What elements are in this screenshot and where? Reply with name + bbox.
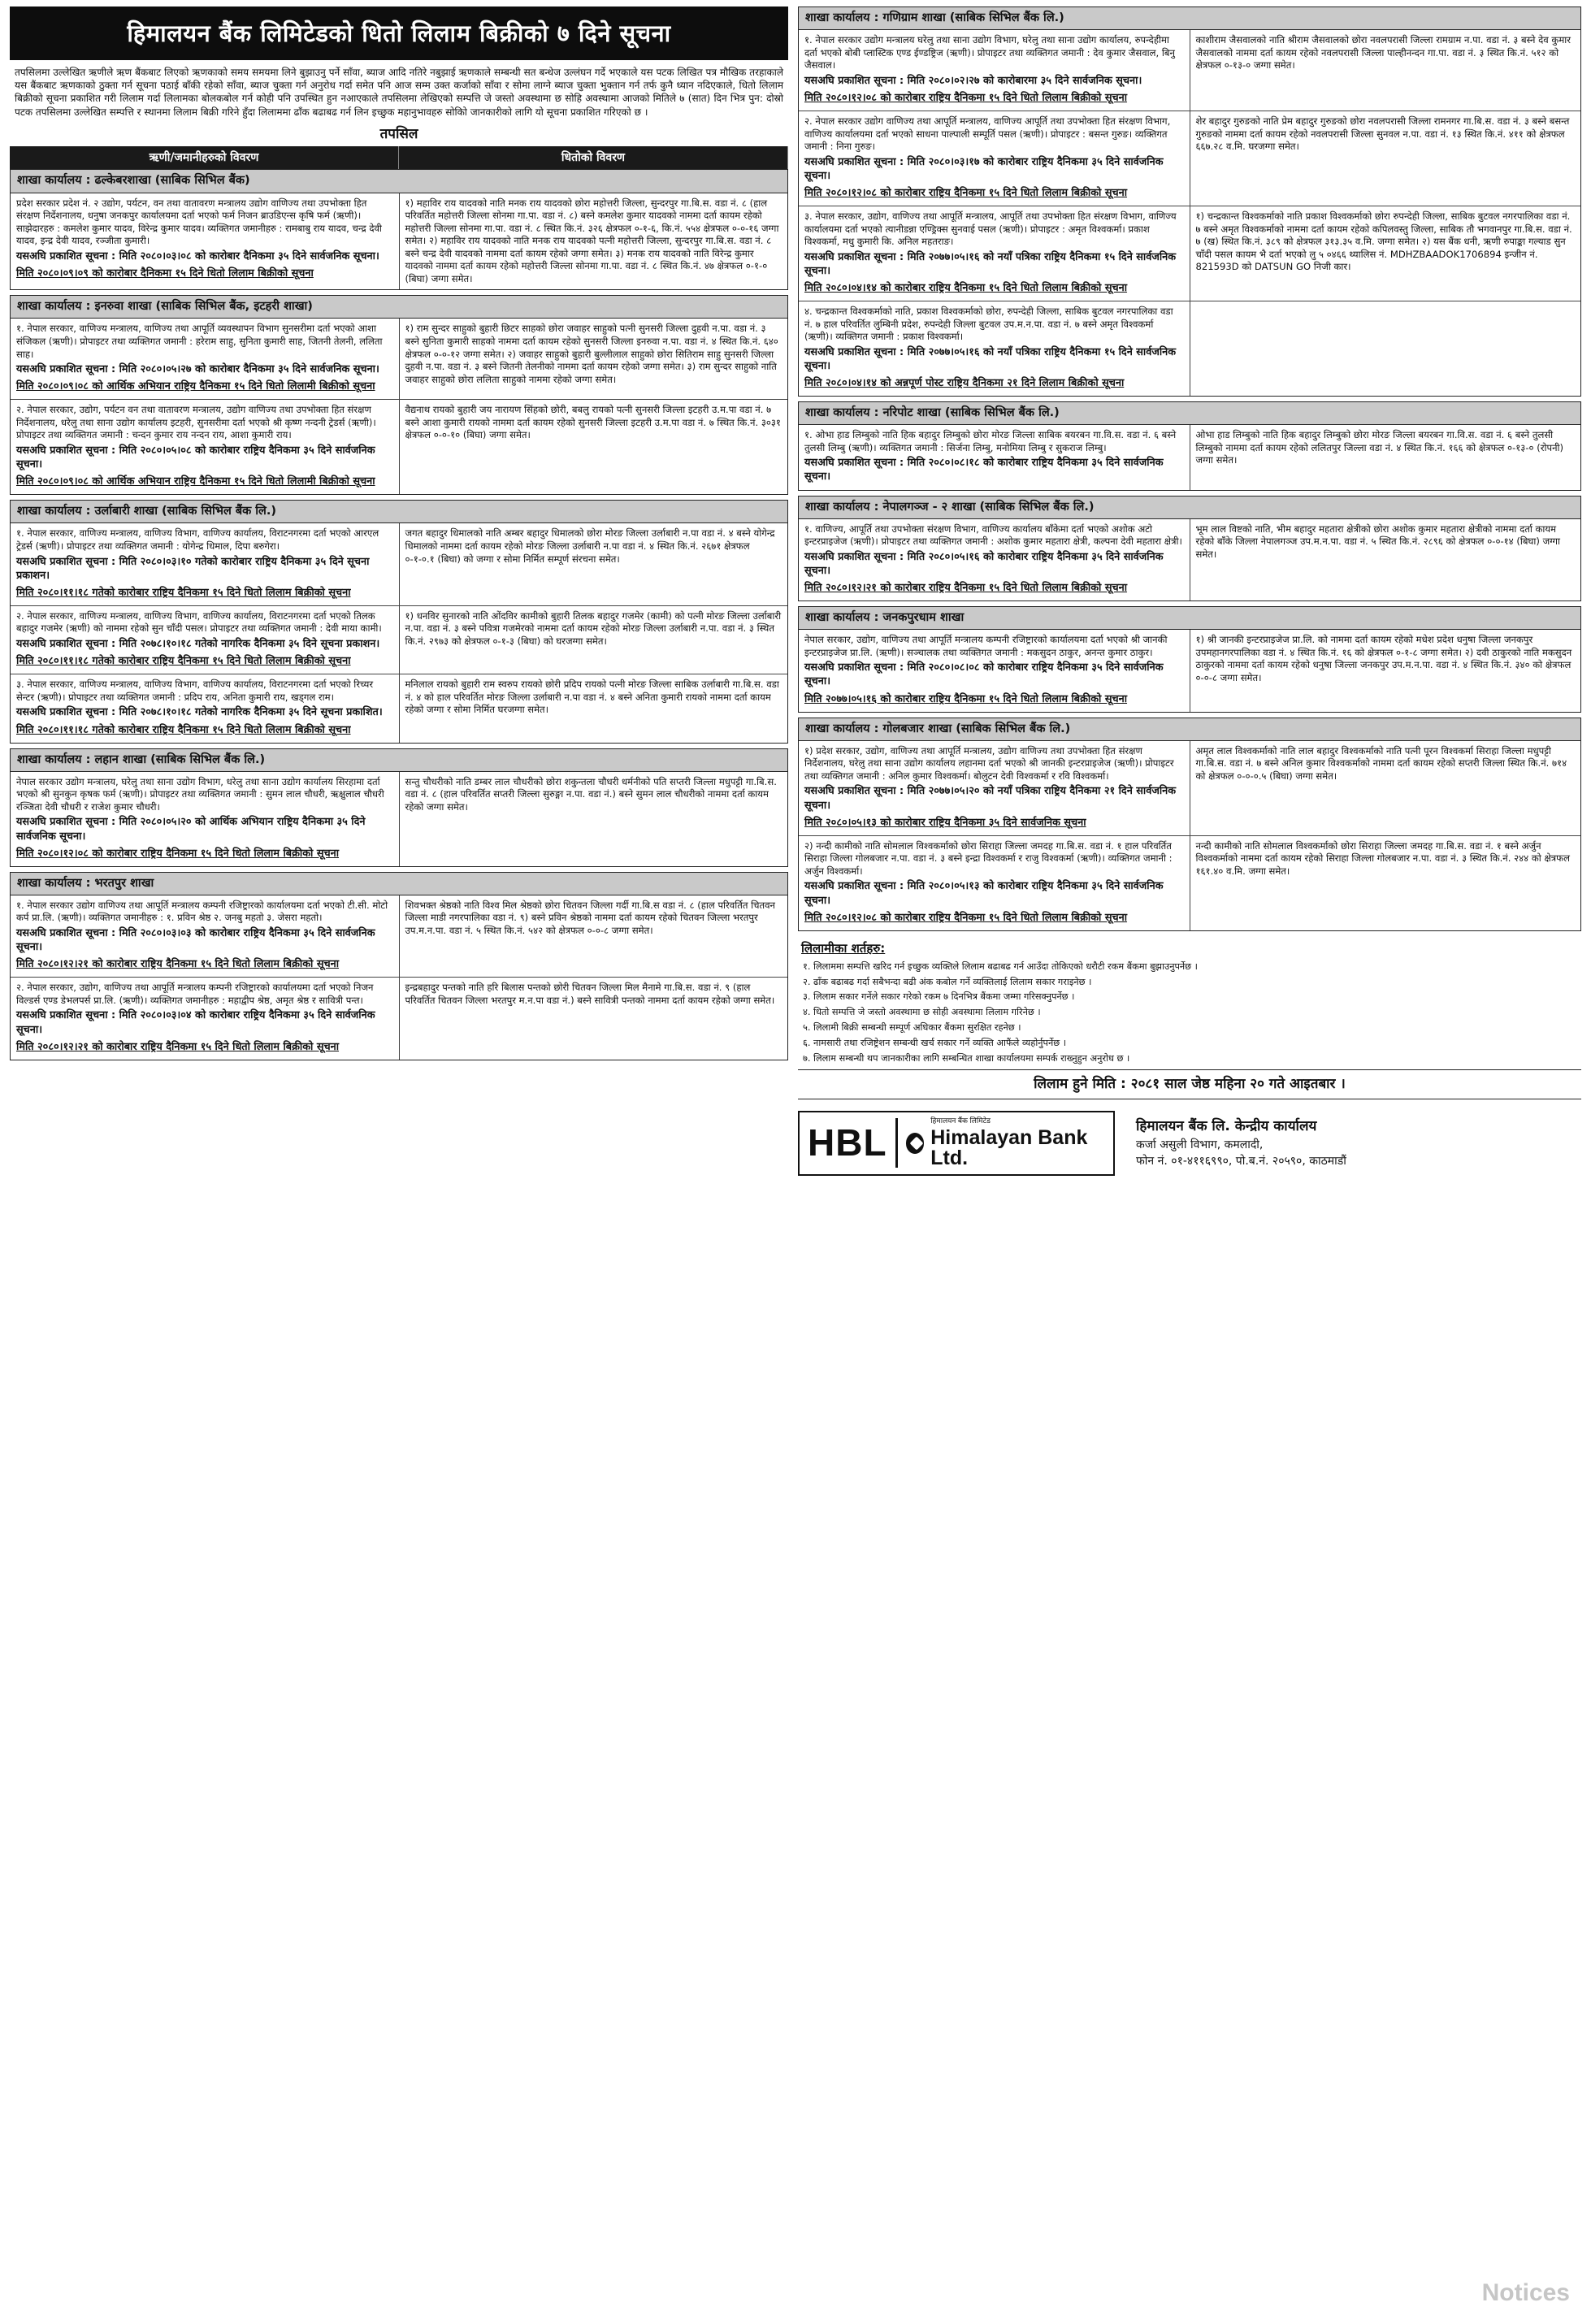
borrower-details: नेपाल सरकार उद्योग मन्त्रालय, घरेलु तथा साना उद्योग विभाग, धरेलु तथा साना उद्योग कार्यालय सिरहामा दर्ता भएको श्री सुनकुन कृषक फर्म (ऋणी)। प्रोपाइटर तथा व्यक्तिगत जमानी : सुमन लाल चौधरी, ऋक्षुलाल चौधरी रञ्जिता देवी चौधरी र राजेश कुमार चौधरी। [16,775,384,813]
borrower-cell [11,523,400,605]
conditions-title: लिलामीका शर्तहरु: [801,940,886,956]
table-row [799,741,1580,835]
previous-notice: यसअघि प्रकाशित सूचना : मिति २०८०।०५।२७ को कारोबार दैनिकमा ३५ दिने सार्वजनिक सूचना। [16,363,379,376]
previous-notice: यसअघि प्रकाशित सूचना : मिति २०७८।१०।१८ गतेको नागरिक दैनिकमा ३५ दिने सूचना प्रकाशन। [16,638,380,651]
branch-table [798,30,1581,397]
previous-notice: यसअघि प्रकाशित सूचना : मिति २०८०।०२।२७ को कारोबारमा ३५ दिने सार्वजनिक सूचना। [804,74,1142,87]
collateral-cell [1190,519,1581,601]
auction-notice: मिति २०८०।१२।०८ को कारोबार राष्ट्रिय दैनिकमा १५ दिने धितो लिलाम बिक्रीको सूचना [804,911,1128,924]
auction-notice: मिति २०८०।११।१८ गतेको कारोबार राष्ट्रिय दैनिकमा १५ दिने धितो लिलाम बिक्रीको सूचना [16,655,351,668]
previous-notice: यसअघि प्रकाशित सूचना : मिति २०७८।१०।१८ गतेको नागरिक दैनिकमा ३५ दिने सूचना प्रकाशित। [16,706,383,719]
collateral-details: शिवभक्त श्रेष्ठको नाति विश्व मिल श्रेष्ठको छोरा चितवन जिल्ला गर्दी गा.बि.स वडा नं. ८ (हाल परिवर्तित चितवन जिल्ला माडी नगरपालिका वडा नं. ९) बस्ने प्रविन श्रेष्ठको नाममा दर्ता कायम रहेको चितवन जिल्ला भरतपुर उप.म.न.पा. वडा नं. ५ स्थित कि.नं. ५४२ को क्षेत्रफल ०-०-८ जग्गा समेत। [405,899,775,936]
tapasil-heading: तपसिल [379,125,418,142]
auction-notice: मिति २०८०।११।१८ गतेको कारोबार राष्ट्रिय दैनिकमा १५ दिने धितो लिलाम बिक्रीको सूचना [16,723,351,736]
borrower-cell [11,772,400,866]
branch-title: शाखा कार्यालय : उर्लाबारी शाखा (साबिक सिभिल बैंक लि.) [10,500,788,523]
auction-notice: मिति २०८०।१२।०८ को कारोबार राष्ट्रिय दैनिकमा १५ दिने धितो लिलाम बिक्रीको सूचना [804,91,1128,104]
branch-table [10,895,788,1060]
condition-item: ४. धितो सम्पत्ति जे जस्तो अवस्थामा छ सोही अवस्थामा लिलाम गरिनेछ । [803,1007,1041,1018]
borrower-details: ३. नेपाल सरकार, उद्योग, वाणिज्य तथा आपूर्ति मन्त्रालय, आपूर्ति तथा उपभोक्ता हित संरक्षण विभाग, वाणिज्य कार्यालयमा दर्ता भएको त्यानीडन्ना एण्ड्रिक्स सुनवाई पसल (ऋणी)। प्रोपाइटर : अमृत विश्वकर्मा। प्रकाश विश्वकर्मा, मधु कुमारी कि. अनिल महतराङ। [804,210,1177,248]
logo-mark: HBL [808,1118,898,1168]
office-line-1: कर्जा असुली विभाग, कमलादी, [1136,1138,1264,1151]
bank-logo [798,1111,1115,1176]
collateral-details: १) महाविर राय यादवको नाति मनक राय यादवको छोरा महोत्तरी जिल्ला, सुन्दरपुर गा.बि.स. वडा नं. ८ (हाल परिवर्तित महोत्तरी जिल्ला सोनमा गा.पा. वडा नं. ८) बस्ने कमलेश कुमार यादवको नाममा दर्ता कायम रहेको महोत्तरी जिल्ला सोनमा गा.पा. वडा नं. ८ स्थित कि.नं. ३२६ क्षेत्रफल ०-१-६, कि.नं. ५५४ क्षेत्रफल ०-०-१६ जग्गा समेत। २) महाविर राय यादवको नाति मनक राय यादवको पत्नी महोत्तरी जिल्ला, सुन्दरपुर गा.बि.स. वडा नं. ८ बस्ने चन्द्र देवी यादवको नाममा दर्ता कायम रहेको जग्गा समेत। ३) मनक राय यादवको नाति विरेन्द्र कुमार यादवको नाममा दर्ता कायम रहेको महोत्तरी जिल्ला सोनमा गा.पा. वडा नं. ८ स्थित कि.नं. ४७ क्षेत्रफल ०-१-० (बिघा) जग्गा समेत। [405,197,779,284]
collateral-cell [400,772,788,866]
table-row [799,111,1580,206]
borrower-details: २) नन्दी कामीको नाति सोमलाल विश्वकर्माको छोरा सिराहा जिल्ला जमदह गा.बि.स. वडा नं. १ हाल परिवर्तित सिराहा जिल्ला गोलबजार न.पा. वडा नं. ३ बस्ने इन्द्रा विश्वकर्मा र राजु विश्वकर्मा (ऋणी)। व्यक्तिगत जमानी : अर्जुन विश्वकर्मा। [804,839,1173,877]
collateral-cell [1190,301,1581,396]
borrower-details: १. नेपाल सरकार, वाणिज्य मन्त्रालय, वाणिज्य विभाग, वाणिज्य कार्यालय, विराटनगरमा दर्ता भएको आरएल ट्रेडर्स (ऋणी)। प्रोपाइटर तथा व्यक्तिगत जमानी : योगेन्द्र धिमाल, दिपा बरुगेरा। [16,527,379,552]
condition-item: २. ढाँक बढाबढ गर्दा सबैभन्दा बढी अंक कबोल गर्ने व्यक्तिलाई लिलाम सकार गराइनेछ । [803,976,1092,987]
auction-notice: मिति २०८०।१२।०८ को कारोबार राष्ट्रिय दैनिकमा १५ दिने धितो लिलाम बिक्रीको सूचना [16,847,340,860]
borrower-details: १. ओभा हाड लिम्बुको नाति हिक बहादुर लिम्बुको छोरा मोरङ जिल्ला साबिक बयरबन गा.वि.स. वडा नं. ६ बस्ने तुलसी लिम्बु (ऋणी)। व्यक्तिगत जमानी : सिर्जना लिम्बु, मनोमिया लिम्बु र सुकराज लिम्बु। [804,429,1177,453]
table-row [799,425,1580,489]
branch-table [10,193,788,291]
branch-title: शाखा कार्यालय : जनकपुरधाम शाखा [798,606,1581,630]
branch-title: शाखा कार्यालय : इनरुवा शाखा (साबिक सिभिल बैंक, इटहरी शाखा) [10,295,788,319]
collateral-details: जगत बहादुर धिमालको नाति अम्बर बहादुर धिमालको छोरा मोरङ जिल्ला उर्लाबारी न.पा वडा नं. ४ बस्ने योगेन्द्र धिमालको नाममा दर्ता कायम रहेको मोरङ जिल्ला उर्लाबारी न.पा वडा नं. ४ स्थित कि.नं. २६७१ क्षेत्रफल ०-१-०.१ (बिघा) को जग्गा र सोमा निर्मित सम्पूर्ण संरचना समेत। [405,527,775,565]
borrower-cell [11,895,400,977]
borrower-details: १. नेपाल सरकार, वाणिज्य मन्त्रालय, वाणिज्य तथा आपूर्ति व्यवस्थापन विभाग सुनसरीमा दर्ता भएको आशा संजिकल (ऋणी)। प्रोपाइटर तथा व्यक्तिगत जमानी : हरेराम साहु, सुनिता कुमारी साह, जितनी तेलनी, ललिता साह। [16,323,383,360]
branch-title: शाखा कार्यालय : नेपालगञ्ज - २ शाखा (साबिक सिभिल बैंक लि.) [798,496,1581,519]
collateral-details: अमृत लाल विश्वकर्माको नाति लाल बहादुर विश्वकर्माको नाति पत्नी पूरन विश्वकर्मा सिराहा जिल्ला मधुपट्टी गा.बि.स. वडा नं. ७ बस्ने अनिल कुमार विश्वकर्माको नाममा दर्ता कायम रहेको सप्तरी जिल्ला स्थित कि.नं. ७१४ को क्षेत्रफल ०-०-०.५ (बिघा) जग्गा समेत। [1195,744,1567,782]
table-row [799,630,1580,711]
collateral-cell [1190,111,1581,206]
borrower-cell [799,519,1190,601]
auction-notice: मिति २०८०।११।१८ गतेको कारोबार राष्ट्रिय दैनिकमा १५ दिने धितो लिलाम बिक्रीको सूचना [16,586,351,599]
left-branch-list [10,169,788,1064]
borrower-cell [11,606,400,674]
left-column [10,7,788,2317]
branch-title: शाखा कार्यालय : ढल्केबरशाखा (साबिक सिभिल बैंक) [10,169,788,193]
footer [798,1108,1581,1179]
auction-notice: मिति २०८०।०५।१३ को कारोबार राष्ट्रिय दैनिकमा ३५ दिने सार्वजनिक सूचना [804,816,1086,829]
previous-notice: यसअघि प्रकाशित सूचना : मिति २०८०।०८।०८ को कारोबार राष्ट्रिय दैनिकमा ३५ दिने सार्वजनिक सूचना। [804,661,1164,688]
table-row [799,835,1580,930]
notice-intro: तपसिलमा उल्लेखित ऋणीले ऋण बैंकबाट लिएको ऋणकाको समय समयमा लिने बुझाउनु पर्ने साँवा, ब्याज आदि नतिरे नबुझाई ऋणकाले सम्बन्धी सत बन्धेज उल्लंघन गर्दे भएकाले यस पटक लिखित पत्र मौखिक तरहाकाले यस बैंकबाट ऋणकाको ठुक्ता गर्न सूचना पठाई बाँकी रहेको साँवा, ब्याज चुक्ता गर्न अनुरोध गर्दा समेत पनि आज सम्म उक्त कर्जाको साँवा र सोमा लाग्ने ब्याज चुक्ता भुक्तान गर्न तर्फ कुनै ध्यान नदिएकाले, धितो लिलाम बिक्रीको सूचना प्रकाशित गरी लिलाम गर्दा लिलामका बोलकबोल गर्न कोही पनि उपस्थित हुन नआएकाले तपसिलमा लेखिएको सम्पत्ति जे जस्तो अवस्थामा छ सोहि अवस्थामा आजको मितिले ७ (सात) दिन भित्र पुन: दोस्रो पटक तपसिलमा उल्लेखित सम्पत्ति र स्थानमा लिलाम बिक्री गरिने हुँदा लिलाममा ढाँक बढाबढ गर्न लिन इच्छुक महानुभावहरु सोकिो जानकारीको लागि यो सूचना प्रकाशित गरिएको छ । [15,67,783,118]
collateral-cell [400,319,788,399]
collateral-details: १) श्री जानकी इन्टरप्राइजेज प्रा.लि. को नाममा दर्ता कायम रहेको मधेश प्रदेश धनुषा जिल्ला जनकपुर उपमहानगरपालिका वडा नं. ४ स्थित कि.नं. १६ को क्षेत्रफल ०-१-८ जग्गा समेत। २) दवी ठाकुरको नाति मकसुदन ठाकुरको नाममा दर्ता कायम रहेको धनुषा जिल्ला जनकपुर उप.म.न.पा. वडा नं. ४ स्थित कि.नं. ३४० को क्षेत्रफल ०-०-८ जग्गा समेत। [1195,634,1572,683]
table-row [11,772,787,866]
logo-name: Himalayan Bank Ltd. [930,1126,1088,1170]
previous-notice: यसअघि प्रकाशित सूचना : मिति २०८०।०३।०४ को कारोबार राष्ट्रिय दैनिकमा ३५ दिने सार्वजनिक सूचना। [16,1009,375,1036]
table-header [10,146,788,169]
collateral-cell [1190,836,1581,930]
branch-table [10,319,788,495]
collateral-details: ओभा हाड लिम्बुको नाति हिक बहादुर लिम्बुको छोरा मोरङ जिल्ला बयरबन गा.वि.स. वडा नं. ६ बस्ने तुलसी लिम्बुको नाममा दर्ता कायम रहेको ललितपुर जिल्ला वडा नं. ४ स्थित कि.नं. १६६ को क्षेत्रफल ०-१३-० (रोपनी) जग्गा समेत। [1195,429,1564,466]
borrower-cell [11,319,400,399]
branch-table [10,772,788,867]
condition-item: १. लिलाममा सम्पत्ति खरिद गर्न इच्छुक व्यक्तिले लिलाम बढाबढ गर्न आउँदा तोकिएको धरौटी रकम बैंकमा बुझाउनुपर्नेछ । [803,960,1198,972]
borrower-cell [799,30,1190,111]
collateral-details: वैद्यनाथ रायको बुहारी जय नारायण सिंहको छोरी, बबलु रायको पत्नी सुनसरी जिल्ला इटहरी उ.म.पा वडा नं. ७ बस्ने आशा कुमारी रायको नाममा दर्ता कायम रहेको सुनसरी जिल्ला इटहरी उ.म.पा वडा नं. ७ स्थित कि.नं. ३०३१ क्षेत्रफल ०-०-१० (बिघा) जग्गा समेत। [405,404,781,441]
borrower-cell [799,425,1190,489]
borrower-cell [799,741,1190,835]
table-row [11,319,787,399]
auction-notice: मिति २०८०।१२।२१ को कारोबार राष्ट्रिय दैनिकमा १५ दिने धितो लिलाम बिक्रीको सूचना [804,581,1128,594]
collateral-cell [1190,741,1581,835]
previous-notice: यसअघि प्रकाशित सूचना : मिति २०८०।०३।१० गतेको कारोबार राष्ट्रिय दैनिकमा ३५ दिने सूचना प्रकाशन। [16,555,370,582]
table-row [11,193,787,290]
collateral-cell [400,523,788,605]
borrower-details: २. नेपाल सरकार, उद्योग, पर्यटन वन तथा वातावरण मन्त्रालय, उद्योग वाणिज्य तथा उपभोक्ता हित संरक्षण निर्देशनालय, धरेलु तथा साना उद्योग कार्यालय इटहरी, सुनसरीमा दर्ता भएको श्री कृष्ण नन्दनी ट्रेडर्स (ऋणी)। प्रोपाइटर तथा व्यक्तिगत जमानी : चन्दन कुमार राय नन्दन राय, आशा कुमारी राय। [16,404,376,441]
borrower-details: ३. नेपाल सरकार, वाणिज्य मन्त्रालय, वाणिज्य विभाग, वाणिज्य कार्यालय, विराटनगरमा दर्ता भएको रिच्यर सेन्टर (ऋणी)। प्रोपाइटर तथा व्यक्तिगत जमानी : प्रदिप राय, अनिता कुमारी राय, खड्गल राम। [16,679,374,703]
table-row [11,399,787,494]
auction-notice: मिति २०८०।०४।१४ को अन्नपूर्ण पोस्ट राष्ट्रिय दैनिकमा २१ दिने लिलाम बिक्रीको सूचना [804,376,1125,389]
collateral-details: सन्तु चौधरीको नाति डम्बर लाल चौधरीको छोरा शकुन्तला चौधरी धर्मनीको पति सप्तरी जिल्ला मधुपट्टी गा.बि.स. वडा नं. ८ (हाल परिवर्तित सप्तरी जिल्ला सुरुङ्गा न.पा. वडा नं.) बस्ने सुमन लाल चौधरीको नाममा दर्ता कायम रहेको जग्गा समेत। [405,775,777,813]
collateral-cell [1190,30,1581,111]
notice-title: हिमालयन बैंक लिमिटेडको धितो लिलाम बिक्रीको ७ दिने सूचना [10,7,788,60]
collateral-details: १) राम सुन्दर साहुको बुहारी छिटर साहको छोरा जवाहर साहुको पत्नी सुनसरी जिल्ला दुहवी न.पा. वडा नं. ३ बस्ने सुनिता कुमारी साहको नाममा दर्ता कायम रहेको सुनसरी जिल्ला इनरुवा न.पा. वडा नं. ४ स्थित कि.नं. ६४० क्षेत्रफल ०-०-१२ जग्गा समेत। २) जवाहर साहुको बुहारी बुल्लीलाल साहुको छोरा सितिराम साहु सुनसरी जिल्ला दुहवी न.पा. वडा नं. ३ बस्ने जितनी तेलनीको नाममा दर्ता कायम रहेको जग्गा समेत। ३) राम सुन्दर साहुको नाति जवाहर साहुको छोरा ललिता साहुको नाममा रहेको जग्गा समेत। [405,323,778,385]
collateral-cell [400,606,788,674]
collateral-details: नन्दी कामीको नाति सोमलाल विश्वकर्माको छोरा सिराहा जिल्ला जमदह गा.बि.स. वडा नं. १ बस्ने अर्जुन विश्वकर्माको नाममा दर्ता कायम रहेको सिराहा जिल्ला गोलबजार न.पा. वडा नं. ३ स्थित कि.नं. २४४ को क्षेत्रफल १६१.४० व.मि. जग्गा समेत। [1195,839,1570,877]
borrower-details: २. नेपाल सरकार, उद्योग, वाणिज्य तथा आपूर्ति मन्त्रालय कम्पनी रजिष्ट्रारको कार्यालयमा दर्ता भएको निजन विल्डर्स एण्ड डेभलपर्स प्रा.लि. (ऋणी)। व्यक्तिगत जमानीहरु : महाद्वीप श्रेष्ठ, अमृत श्रेष्ठ र सावित्री पन्त। [16,982,374,1006]
table-row [799,301,1580,396]
collateral-details: १) चन्द्रकान्त विश्वकर्माको नाति प्रकाश विश्वकर्माको छोरा रुपन्देही जिल्ला, साबिक बुटवल नगरपालिका वडा नं. ७ बस्ने अमृत विश्वकर्माको नाममा दर्ता कायम रहेको कपिलवस्तु जिल्ला, साबिक तौ भगवानपुर गा.बि.स. वडा नं. ७ (ख) स्थित कि.नं. ३८९ को क्षेत्रफल ३१३.३५ व.मि. जग्गा समेत। २) यस बैंक धनी, ऋणी रुपाङ्का गल्याड सुन चाँदी पसल कायम भै दर्ता भएको लु ५ ०४६६ थ्यालिस नं. MDHZBAADOK1706894 इन्जीन नं. 821593D को DATSUN GO निजी कार। [1195,210,1572,273]
branch-table [798,630,1581,712]
previous-notice: यसअघि प्रकाशित सूचना : मिति २०८०।०५।१६ को कारोबार राष्ट्रिय दैनिकमा ३५ दिने सार्वजनिक सूचना। [804,550,1164,577]
bank-emblem-icon [906,1133,925,1154]
branch-table [798,425,1581,490]
borrower-cell [11,978,400,1059]
auction-notice: मिति २०८०।०९।०८ को आर्थिक अभियान राष्ट्रिय दैनिकमा १५ दिने धितो लिलामी बिक्रीको सूचना [16,380,375,393]
branch-title: शाखा कार्यालय : गणिग्राम शाखा (साबिक सिभिल बैंक लि.) [798,7,1581,30]
previous-notice: यसअघि प्रकाशित सूचना : मिति २०८०।०८।१८ को कारोबार राष्ट्रिय दैनिकमा ३५ दिने सार्वजनिक सूचना। [804,457,1164,483]
collateral-details: काशीराम जैसवालको नाति श्रीराम जैसवालको छोरा नवलपरासी जिल्ला रामग्राम न.पा. वडा नं. ३ बस्ने देव कुमार जैसवालको नाममा दर्ता कायम रहेको नवलपरासी जिल्ला पाल्हीनन्दन गा.पा. वडा नं. ३ स्थित कि.नं. ५१२ को क्षेत्रफल ०-१३-० जग्गा समेत। [1195,34,1571,72]
auction-notice: मिति २०८०।१२।२१ को कारोबार राष्ट्रिय दैनिकमा १५ दिने धितो लिलाम बिक्रीको सूचना [16,1040,340,1053]
previous-notice: यसअघि प्रकाशित सूचना : मिति २०८०।०५।०८ को कारोबार राष्ट्रिय दैनिकमा ३५ दिने सार्वजनिक सूचना। [16,444,375,471]
branch-table [798,741,1581,931]
borrower-cell [799,206,1190,301]
previous-notice: यसअघि प्रकाशित सूचना : मिति २०८०।०३।०८ को कारोबार दैनिकमा ३५ दिने सार्वजनिक सूचना। [16,249,379,262]
right-column [798,7,1581,2317]
collateral-cell [400,193,788,290]
condition-item: ५. लिलामी बिक्री सम्बन्धी सम्पूर्ण अधिकार बैंकमा सुरक्षित रहनेछ । [803,1021,1021,1033]
borrower-details: १. वाणिज्य, आपूर्ति तथा उपभोक्ता संरक्षण विभाग, वाणिज्य कार्यालय बाँकेमा दर्ता भएको अशोक अटो इन्टरप्राइजेज (ऋणी)। प्रोपाइटर तथा व्यक्तिगत जमानी : अशोक कुमार महतारा क्षेत्री, कल्पना देवी महतारा क्षेत्री। [804,522,1182,548]
office-line-2: फोन नं. ०१-४११६९९०, पो.ब.नं. २०५९०, काठमाडौं [1136,1155,1346,1169]
previous-notice: यसअघि प्रकाशित सूचना : मिति २०८०।०३।०३ को कारोबार राष्ट्रिय दैनिकमा ३५ दिने सार्वजनिक सूचना। [16,926,375,954]
conditions-list [798,960,1581,1065]
borrower-details: २. नेपाल सरकार उद्योग वाणिज्य तथा आपूर्ति मन्त्रालय, वाणिज्य आपूर्ति तथा उपभोक्ता हित संरक्षण विभाग, वाणिज्य कार्यालयमा दर्ता भएको साधना पाल्पाली सम्पूर्ति पसल (ऋणी)। प्रोपाइटर : बसन्त गुरुङ। व्यक्तिगत जमानी : निना गुरुङ। [804,115,1171,153]
branch-table [10,523,788,743]
collateral-cell [400,895,788,977]
borrower-details: ४. चन्द्रकान्त विश्वकर्माको नाति, प्रकाश विश्वकर्माको छोरा, रुपन्देही जिल्ला, साबिक बुटवल नगरपालिका वडा नं. ७ हाल परिवर्तित लुम्बिनी प्रदेश, रुपन्देही जिल्ला बुटवल उप.म.न.पा. वडा नं. ७ बस्ने अमृत विश्वकर्मा (ऋणी)। व्यक्तिगत जमानी : प्रकाश विश्वकर्मा। [804,306,1173,343]
table-row [799,30,1580,111]
logo-name-block [930,1117,1105,1169]
logo-small-text: हिमालयन बैंक लिमिटेड [930,1116,991,1125]
right-branch-list [798,7,1581,936]
previous-notice: यसअघि प्रकाशित सूचना : मिति २०७७।०५।२० को नयाँ पत्रिका राष्ट्रिय दैनिकमा २१ दिने सार्वजनिक सूचना। [804,785,1177,812]
collateral-cell [400,978,788,1059]
borrower-cell [799,111,1190,206]
auction-notice: मिति २०८०।१२।०८ को कारोबार राष्ट्रिय दैनिकमा १५ दिने धितो लिलाम बिक्रीको सूचना [804,186,1128,199]
branch-title: शाखा कार्यालय : लहान शाखा (साबिक सिभिल बैंक लि.) [10,748,788,772]
collateral-column-header: धितोको विवरण [399,146,788,169]
borrower-cell [11,193,400,290]
previous-notice: यसअघि प्रकाशित सूचना : मिति २०८०।०५।१३ को कारोबार राष्ट्रिय दैनिकमा ३५ दिने सार्वजनिक सूचना। [804,880,1164,907]
condition-item: ३. लिलाम सकार गर्नेले सकार गरेको रकम ७ दिनभित्र बैंकमा जम्मा गरिसक्नुपर्नेछ । [803,991,1075,1003]
table-row [799,206,1580,301]
collateral-details: इन्द्रबहादुर पन्तको नाति हरि बिलास पन्तको छोरी चितवन जिल्ला मिल मैनामे गा.बि.स. वडा नं. ९ (हाल परिवर्तित चितवन जिल्ला भरतपुर म.न.पा वडा नं.) बस्ने सावित्री पन्तको नाममा दर्ता कायम रहेको जग्गा समेत। [405,982,775,1006]
condition-item: ६. नामसारी तथा रजिष्ट्रेशन सम्बन्धी खर्च सकार गर्ने व्यक्ति आफैंले व्यहोर्नुपर्नेछ । [803,1037,1067,1048]
borrower-details: १. नेपाल सरकार उद्योग मन्त्रालय घरेलु तथा साना उद्योग विभाग, घरेलु तथा साना उद्योग कार्यालय, रुपन्देहीमा दर्ता भएको बोबी प्लास्टिक एण्ड ईण्डष्ट्रिज (ऋणी)। प्रोपाइटर तथा व्यक्तिगत जमानी : देव कुमार जैसवाल, बिनु जैसवाल। [804,34,1175,72]
auction-notice: मिति २०७७।०५।१६ को कारोबार राष्ट्रिय दैनिकमा १५ दिने धितो लिलाम बिक्रीको सूचना [804,692,1128,705]
table-row [11,895,787,977]
previous-notice: यसअघि प्रकाशित सूचना : मिति २०७७।०५।१६ को नयाँ पत्रिका राष्ट्रिय दैनिकमा १५ दिने सार्वजनिक सूचना। [804,345,1177,372]
table-row [799,519,1580,601]
collateral-cell [1190,425,1581,489]
collateral-details: भूम लाल विष्टको नाति, भीम बहादुर महतारा क्षेत्रीको छोरा अशोक कुमार महतारा क्षेत्रीको नाममा दर्ता कायम रहेको बाँके जिल्ला नेपालगञ्ज उप.म.न.पा. वडा नं. ५ स्थित कि.नं. २८९६ को क्षेत्रफल ०-०-१४ (बिघा) जग्गा समेत। [1195,522,1560,560]
borrower-cell [11,674,400,742]
collateral-details: मनिलाल रायको बुहारी राम स्वरुप रायको छोरी प्रदिप रायको पत्नी मोरङ जिल्ला साबिक उर्लाबारी गा.बि.स. वडा नं. ४ को हाल परिवर्तित मोरङ जिल्ला उर्लाबारी न.पा वडा नं. ४ बस्ने अनिता कुमारी रायको नाममा दर्ता कायम रहेको जग्गा र सोमा निर्मित घरजग्गा समेत। [405,679,779,716]
table-row [11,523,787,605]
collateral-cell [1190,206,1581,301]
borrower-details: १) प्रदेश सरकार, उद्योग, वाणिज्य तथा आपूर्ति मन्त्रालय, उद्योग वाणिज्य तथा उपभोक्ता हित संरक्षण निर्देशनालय, घरेलु तथा साना उद्योग कार्यालय लहानमा दर्ता भएको श्री जानकी इन्टरप्राइजेज (ऋणी)। प्रोपाइटर तथा व्यक्तिगत जमानी : अनिल कुमार विश्वकर्मा। बोलुटन देवी विश्वकर्मा र रवि विश्वकर्मा। [804,744,1174,782]
auction-notice: मिति २०८०।०९।०९ को कारोबार दैनिकमा १५ दिने धितो लिलाम बिक्रीको सूचना [16,267,314,280]
borrower-details: प्रदेश सरकार प्रदेश नं. २ उद्योग, पर्यटन, वन तथा वातावरण मन्त्रालय उद्योग वाणिज्य तथा उपभोक्ता हित संरक्षण निर्देशनालय, धनुषा जनकपुर कार्यालयमा दर्ता भएको फर्म निजन ब्राउडिएन्स कृषि फर्म (ऋणी)। साझेदारहरु : कमलेश कुमार यादव, विरेन्द्र कुमार यादव। व्यक्तिगत जमानीहरु : रामबाबु राय यादव, चन्द्र देवी यादव, इन्द्र देवी यादव, रञ्जीता कुमारी। [16,197,382,247]
branch-title: शाखा कार्यालय : भरतपुर शाखा [10,872,788,895]
previous-notice: यसअघि प्रकाशित सूचना : मिति २०७७।०५।१६ को नयाँ पत्रिका राष्ट्रिय दैनिकमा १५ दिने सार्वजनिक सूचना। [804,250,1177,277]
office-address [1115,1116,1581,1169]
borrower-details: १. नेपाल सरकार उद्योग वाणिज्य तथा आपूर्ति मन्त्रालय कम्पनी रजिष्ट्रारको कार्यालयमा दर्ता भएको टी.सी. मोटो कर्प प्रा.लि. (ऋणी)। व्यक्तिगत जमानीहरु : १. प्रविन श्रेष्ठ २. जनबु महतो ३. जेसरा महतो। [16,899,388,924]
auction-notice: मिति २०८०।०४।१४ को कारोबार राष्ट्रिय दैनिकमा १५ दिने धितो लिलाम बिक्रीको सूचना [804,281,1128,294]
borrower-cell [799,630,1190,711]
table-row [11,605,787,674]
auction-date: लिलाम हुने मिति : २०८१ साल जेष्ठ महिना २० गते आइतबार । [798,1069,1581,1099]
borrower-column-header: ऋणी/जमानीहरुको विवरण [10,146,399,169]
previous-notice: यसअघि प्रकाशित सूचना : मिति २०८०।०५।२० को आर्थिक अभियान राष्ट्रिय दैनिकमा ३५ दिने सार्वजनिक सूचना। [16,816,366,843]
collateral-cell [400,674,788,742]
office-title: हिमालयन बैंक लि. केन्द्रीय कार्यालय [1136,1118,1317,1135]
borrower-details: २. नेपाल सरकार, वाणिज्य मन्त्रालय, वाणिज्य विभाग, वाणिज्य कार्यालय, विराटनगरमा दर्ता भएको तिलक बहादुर गजमेर (ऋणी) को नाममा रहेको सुन चाँदी पसल। प्रोपाइटर तथा व्यक्तिगत जमानी : देवी माया कामी। [16,609,382,635]
collateral-cell [400,400,788,494]
auction-notice: मिति २०८०।१२।२१ को कारोबार राष्ट्रिय दैनिकमा १५ दिने धितो लिलाम बिक्रीको सूचना [16,958,340,971]
table-row [11,674,787,742]
table-row [11,977,787,1059]
spacer [10,1060,788,1065]
collateral-details: शेर बहादुर गुरुङको नाति प्रेम बहादुर गुरुङको छोरा नवलपरासी जिल्ला रामनगर गा.बि.स. वडा नं. ३ बस्ने बसन्त गुरुङको नाममा दर्ता कायम रहेको नवलपरासी जिल्ला सुनवल न.पा. वडा नं. १३ स्थित कि.नं. ४११ को क्षेत्रफल ६६७.२८ व.मि. घरजग्गा समेत। [1195,115,1570,153]
watermark: Notices [1481,2279,1570,2307]
collateral-cell [1190,630,1581,711]
branch-title: शाखा कार्यालय : नरिपोट शाखा (साबिक सिभिल बैंक लि.) [798,401,1581,425]
collateral-details: १) धनविर सुनारको नाति ओंदविर कामीको बुहारी तिलक बहादुर गजमेर (कामी) को पत्नी मोरङ जिल्ला उर्लाबारी न.पा. वडा नं. ३ बस्ने पवित्रा गजमेरको नाममा दर्ता कायम रहेको मोरङ जिल्ला उर्लाबारी न.पा. वडा नं. ३ स्थित कि.नं. २९७३ को क्षेत्रफल ०-१-३ (बिघा) को घरजग्गा समेत। [405,609,782,648]
condition-item: ७. लिलाम सम्बन्धी थप जानकारीका लागि सम्बन्धित शाखा कार्यालयमा सम्पर्क राख्नुहुन अनुरोध छ । [803,1052,1130,1064]
borrower-cell [799,301,1190,396]
borrower-cell [11,400,400,494]
previous-notice: यसअघि प्रकाशित सूचना : मिति २०८०।०३।१७ को कारोबार राष्ट्रिय दैनिकमा ३५ दिने सार्वजनिक सूचना। [804,155,1164,182]
borrower-cell [799,836,1190,930]
borrower-details: नेपाल सरकार, उद्योग, वाणिज्य तथा आपूर्ति मन्त्रालय कम्पनी रजिष्ट्रारको कार्यालयमा दर्ता भएको श्री जानकी इन्टरप्राइजेज प्रा.लि. (ऋणी)। सञ्चालक तथा व्यक्तिगत जमानी : मकसुदन ठाकुर, अनन्त कुमार ठाकुर। [804,634,1168,658]
branch-table [798,519,1581,601]
auction-notice: मिति २०८०।०९।०८ को आर्थिक अभियान राष्ट्रिय दैनिकमा १५ दिने धितो लिलामी बिक्रीको सूचना [16,475,375,488]
branch-title: शाखा कार्यालय : गोलबजार शाखा (साबिक सिभिल बैंक लि.) [798,718,1581,741]
